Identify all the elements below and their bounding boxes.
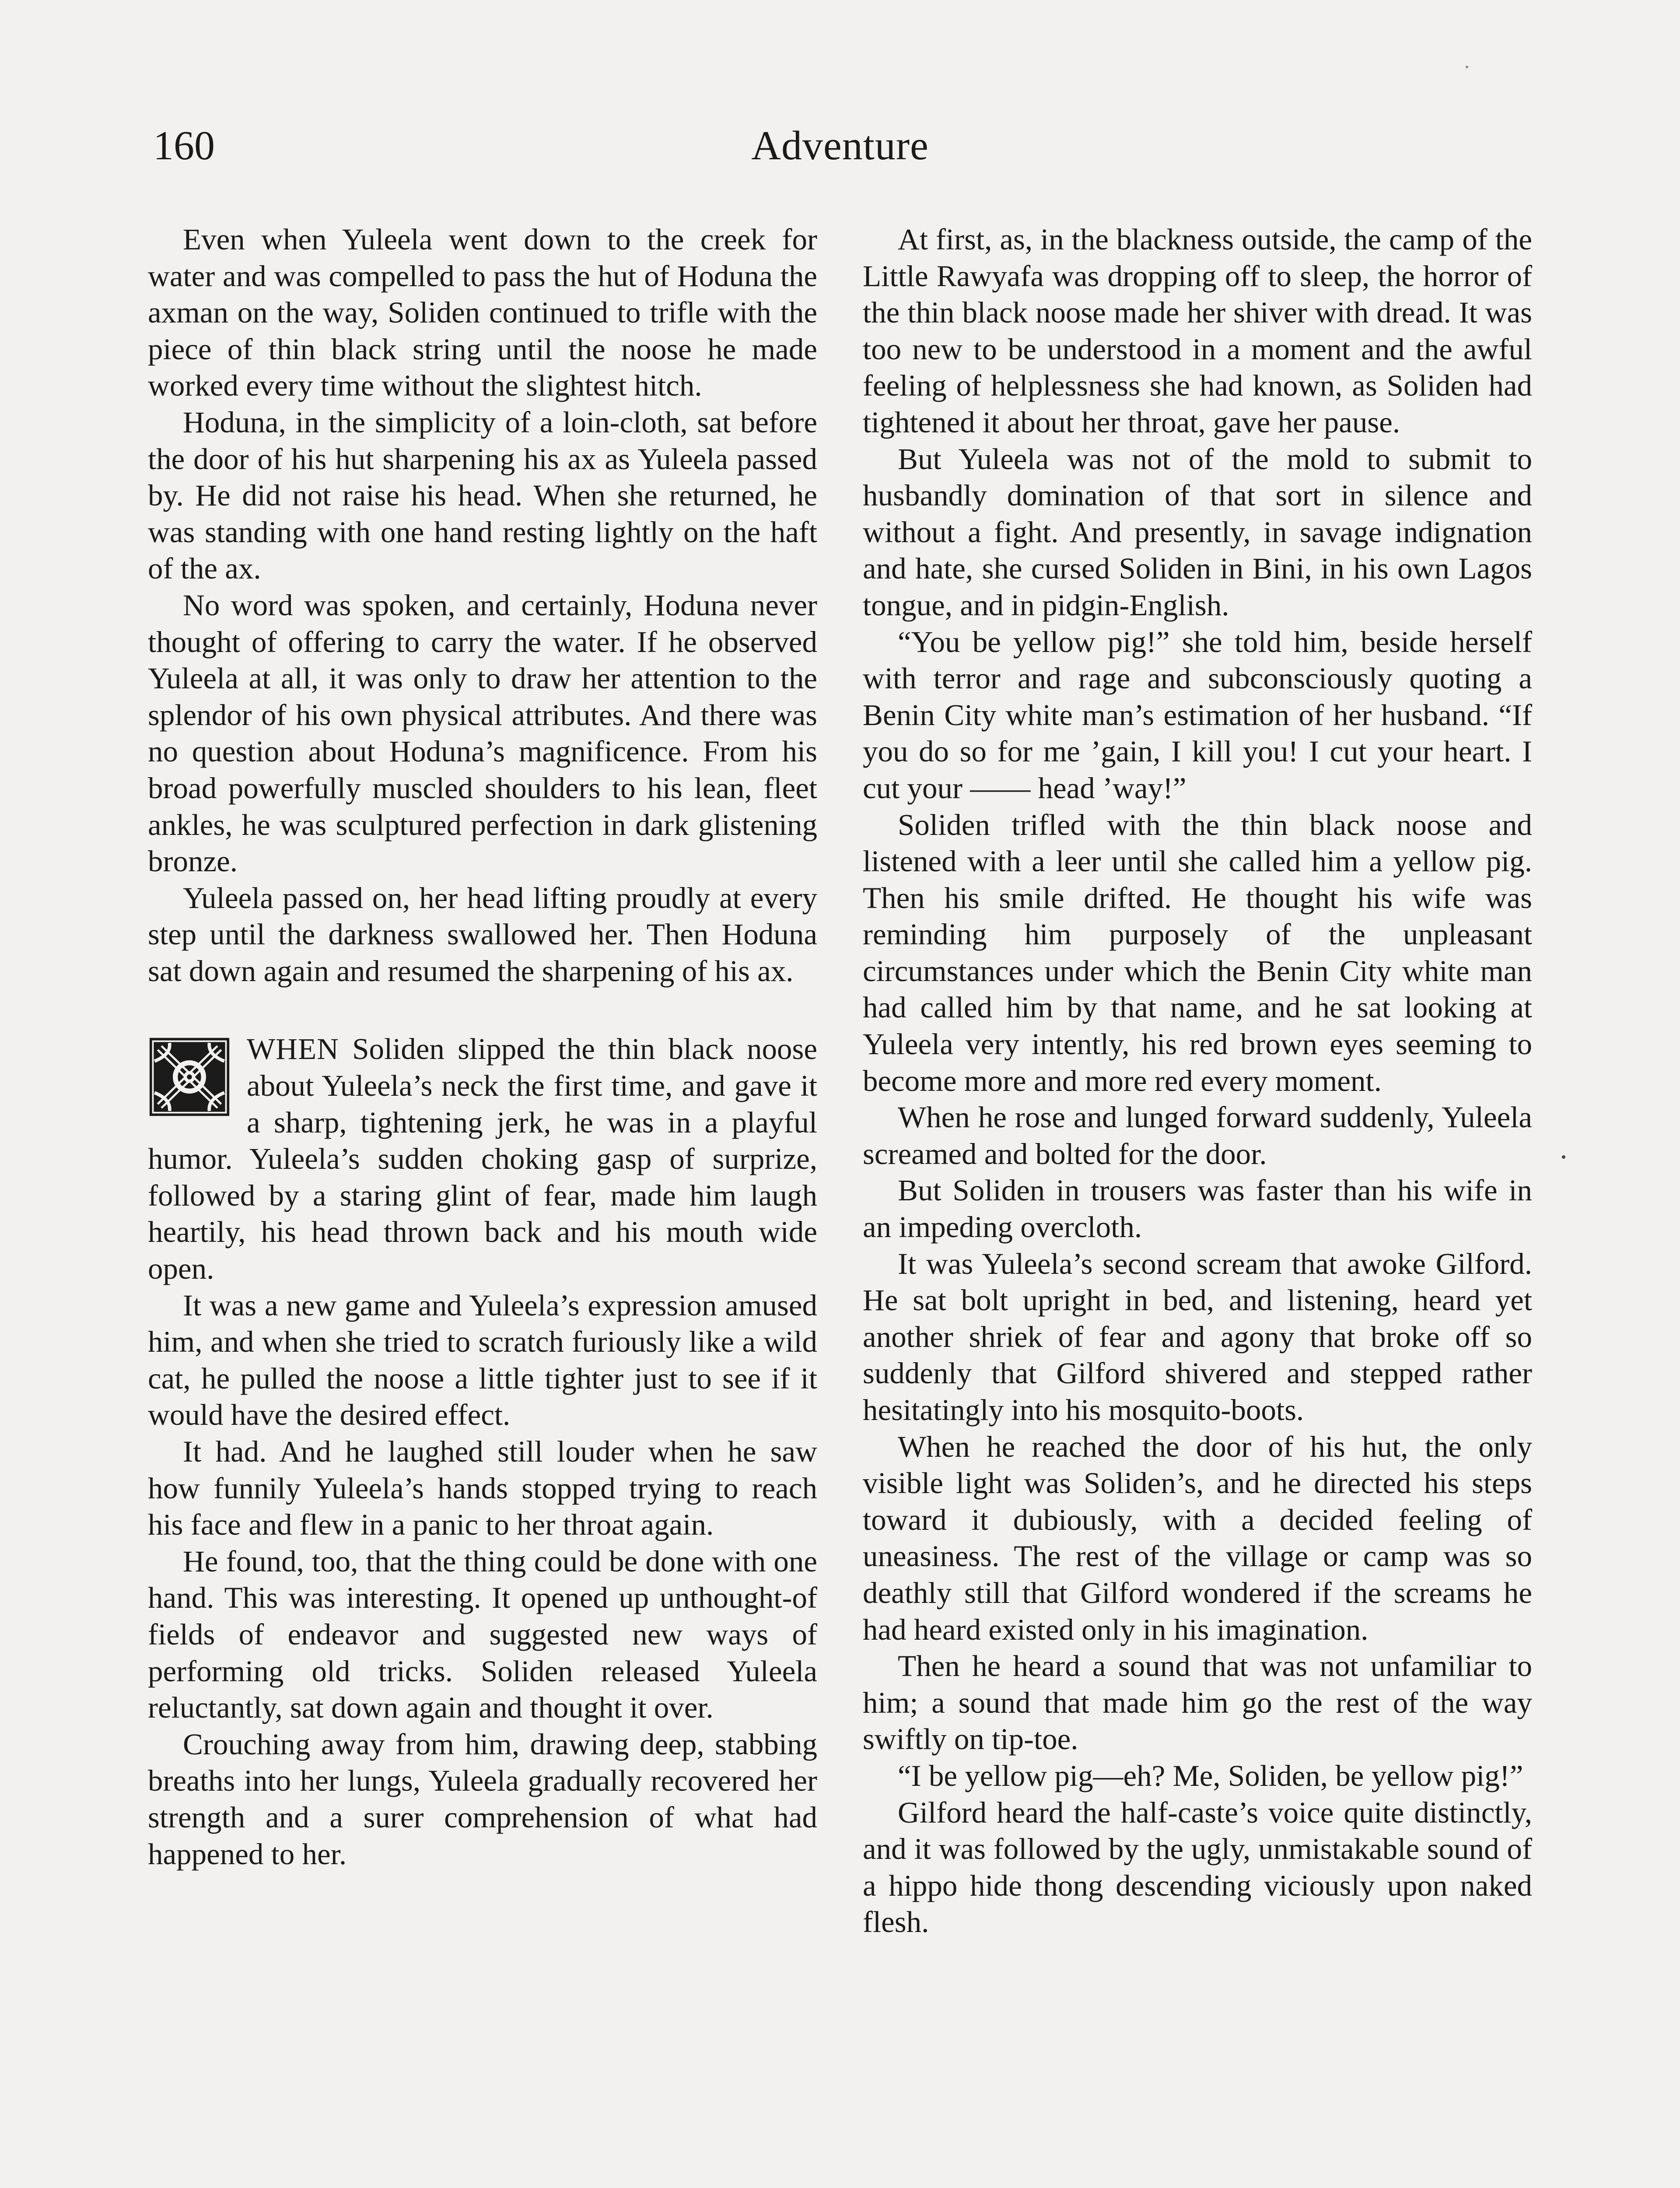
paragraph: Yuleela passed on, her head lifting proudly at every step until the darkness swallowed her. Then Hoduna sat down again and resumed the sharpening of his ax.: [148, 881, 817, 988]
paragraph: At first, as, in the blackness outside, the camp of the Little Rawyafa was dropping off to sleep, the horror of the thin black noose made her shiver with dread. It was too new to be understood in a moment and the awful feeling of helplessness she had known, as Soliden had tightened it about her throat, gave her pause.: [863, 223, 1532, 439]
paragraph-text: Soliden slipped the thin black noose about Yuleela’s neck the first time, and gave it a sharp, tightening jerk, he was in a playful humor. Yuleela’s sudden choking gasp of surprize, followed by a staring glint of fear, made him laugh heartily, his head thrown back and his mouth wide open.: [148, 1032, 818, 1286]
paragraph: “You be yellow pig!” she told him, beside herself with terror and rage and subconsciously quoting a Benin City white man’s estimation of her husband. “If you do so for me ’gain, I kill you! I cut your heart. I cut your —— head ’way!”: [863, 625, 1532, 805]
magazine-title: Adventure: [751, 123, 929, 168]
paragraph: Soliden trifled with the thin black noose and listened with a leer until she called him a yellow pig. Then his smile drifted. He thought his wife was reminding him purposely of the unpleasant circumstances under which the Benin City white man had called him by that name, and he sat looking at Yuleela very intently, his red brown eyes seeming to become more and more red every moment.: [863, 808, 1532, 1098]
paragraph: “I be yellow pig—eh? Me, Soliden, be yellow pig!”: [898, 1759, 1523, 1792]
paragraph: No word was spoken, and certainly, Hoduna never thought of offering to carry the water. If he observed Yuleela at all, it was only to draw her attention to the splendor of his own physical attributes. And there was no question about Hoduna’s magnificence. From his broad powerfully muscled shoulders to his lean, fleet ankles, he was sculptured perfection in dark glistening bronze.: [148, 588, 817, 878]
paragraph: It was a new game and Yuleela’s expression amused him, and when she tried to scratch furiously like a wild cat, he pulled the noose a little tighter just to see if it would have the desired effect.: [148, 1288, 817, 1432]
paragraph: Gilford heard the half-caste’s voice quite distinctly, and it was followed by the ugly, unmistakable sound of a hippo hide thong descending viciously upon naked flesh.: [863, 1795, 1532, 1939]
paragraph: But Yuleela was not of the mold to submit to husbandly domination of that sort in silence and without a fight. And presently, in savage indignation and hate, she cursed Soliden in Bini, in his own Lagos tongue, and in pidgin-English.: [863, 442, 1532, 622]
dropcap-paragraph: [148, 1031, 817, 1287]
paragraph: Crouching away from him, drawing deep, stabbing breaths into her lungs, Yuleela gradually recovered her strength and a surer comprehension of what had happened to her.: [148, 1727, 817, 1871]
paragraph: Even when Yuleela went down to the creek for water and was compelled to pass the hut of Hoduna the axman on the way, Soliden continued to trifle with the piece of thin black string until the noose he made worked every time without the slightest hitch.: [148, 223, 817, 403]
right-column: [863, 221, 1532, 1941]
paragraph: Then he heard a sound that was not unfamiliar to him; a sound that made him go the rest of the way swiftly on tip-toe.: [863, 1649, 1532, 1756]
paragraph: It had. And he laughed still louder when he saw how funnily Yuleela’s hands stopped trying to reach his face and flew in a panic to her throat again.: [148, 1435, 817, 1542]
paragraph: It was Yuleela’s second scream that awoke Gilford. He sat bolt upright in bed, and listening, heard yet another shriek of fear and agony that broke off so suddenly that Gilford shivered and stepped rather hesitatingly into his mosquito-boots.: [863, 1247, 1532, 1427]
section-break: [148, 989, 817, 1031]
paragraph: When he reached the door of his hut, the only visible light was Soliden’s, and he directed his steps toward it dubiously, with a decided feeling of uneasiness. The rest of the village or camp was so deathly still that Gilford wondered if the screams he had heard existed only in his imagination.: [863, 1430, 1532, 1646]
lead-word: WHEN: [247, 1032, 339, 1066]
left-column: [148, 221, 817, 1872]
paragraph: Hoduna, in the simplicity of a loin-cloth, sat before the door of his hut sharpening his ax as Yuleela passed by. He did not raise his head. When she returned, he was standing with one hand resting lightly on the haft of the ax.: [148, 405, 817, 586]
paragraph: But Soliden in trousers was faster than his wife in an impeding overcloth.: [863, 1174, 1532, 1244]
celtic-knot-ornament-icon: [148, 1036, 231, 1118]
print-speck: [1466, 66, 1468, 68]
print-speck: [1562, 1155, 1565, 1159]
paragraph: When he rose and lunged forward suddenly, Yuleela screamed and bolted for the door.: [863, 1101, 1532, 1171]
paragraph: He found, too, that the thing could be done with one hand. This was interesting. It opened up unthought-of fields of endeavor and suggested new ways of performing old tricks. Soliden released Yuleela reluctantly, sat down again and thought it over.: [148, 1544, 817, 1725]
page-number: 160: [153, 123, 215, 168]
